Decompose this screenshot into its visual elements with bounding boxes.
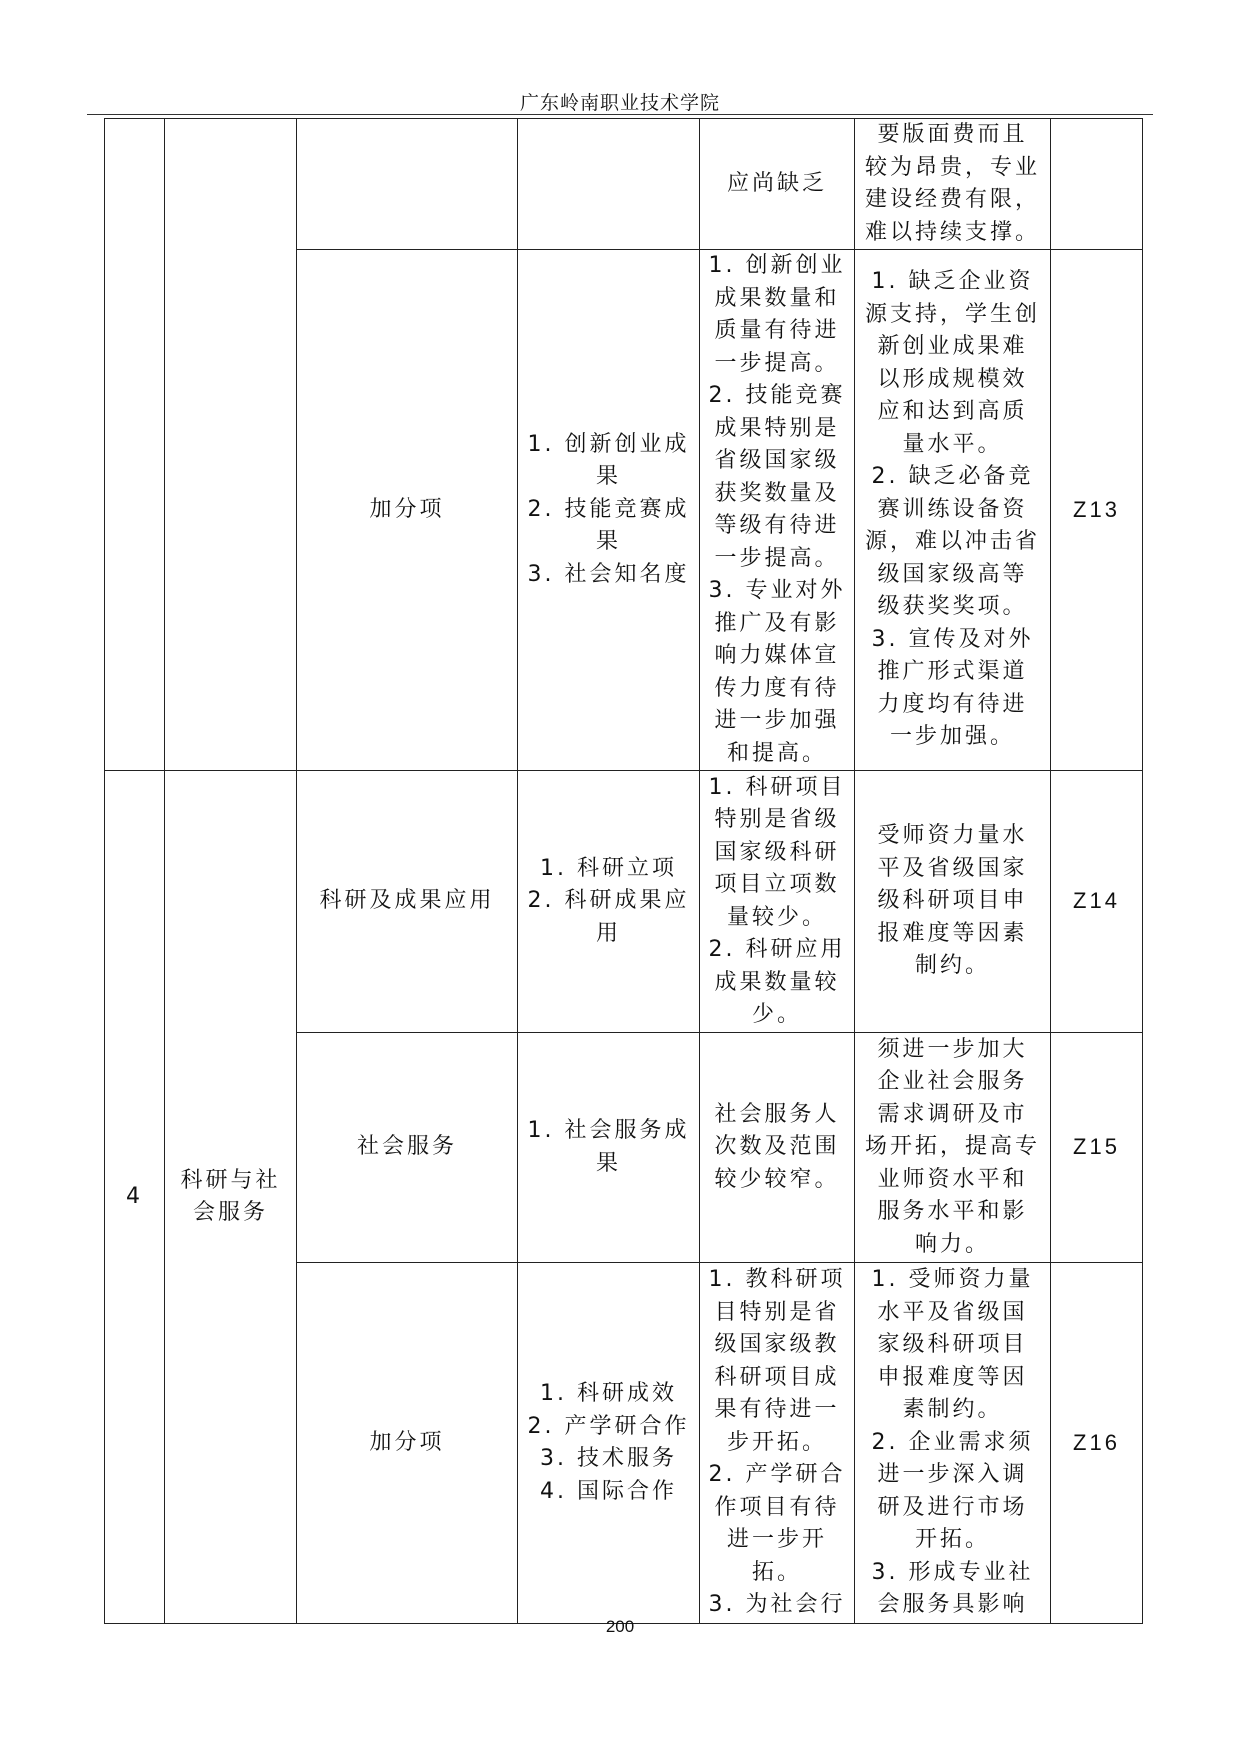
cell-text-line: 1. 创新创业 [708,253,846,278]
cell-text-line: 家级科研项目 [877,1332,1028,1358]
item-cell: 加分项 [297,250,518,771]
cell-text-line: 目特别是省 [714,1299,840,1325]
cell-text-line: 1. 科研项目 [708,774,846,800]
assessment-table [104,118,1143,1624]
cell-text-line: 步开拓。 [726,1429,827,1455]
cell-text-line: 国家级科研 [714,839,840,865]
level-cell [105,119,165,771]
cell-text-line: 次数及范围 [714,1134,840,1160]
cell-text-line: 响力。 [914,1231,990,1257]
cell-text-line: 项目立项数 [714,872,840,897]
cell-text-line: 1. 科研成效 [540,1381,677,1406]
cell-text-line: 级科研项目申 [877,888,1028,914]
points-cell [518,1033,700,1263]
problem-cell [700,1263,855,1624]
cell-text-line: 社会服务人 [714,1101,840,1127]
item-cell: 科研及成果应用 [297,771,518,1033]
cell-text-line: 要版面费而且 [877,122,1028,147]
cell-text-line: 用 [595,920,621,946]
cell-text-line: 3. 技术服务 [540,1446,677,1471]
cell-text-line: 平及省级国家 [877,855,1028,881]
cell-text-line: 少。 [751,1002,802,1027]
reason-cell [855,771,1051,1033]
cell-text-line: 1. 科研立项 [540,855,677,881]
code-cell: Z15 [1051,1033,1143,1263]
code-cell: Z13 [1051,250,1143,771]
cell-text-line: 2. 科研成果应 [527,888,690,914]
cell-text-line: 成果数量和 [714,285,840,311]
cell-text-line: 难以持续支撑。 [864,219,1040,245]
cell-text-line: 申报难度等因 [877,1364,1028,1390]
category-cell [165,119,297,771]
item-cell: 社会服务 [297,1033,518,1263]
level-cell: 4 [105,771,165,1624]
points-cell [518,1263,700,1624]
cell-text-line: 进一步开 [726,1527,827,1553]
cell-text-line: 质量有待进 [714,318,840,343]
cell-text-line: 等级有待进 [714,513,840,538]
cell-text-line: 量水平。 [902,431,1003,457]
item-cell [297,119,518,250]
cell-text-line: 制约。 [914,953,990,979]
cell-text-line: 省级国家级 [714,448,840,473]
cell-text-line: 1. 受师资力量 [871,1267,1034,1293]
cell-text-line: 以形成规模效 [877,366,1028,392]
table-row [105,771,1143,1033]
cell-text-line: 应和达到高质 [877,399,1028,425]
cell-text-line: 较少较窄。 [714,1166,840,1192]
problem-cell [700,771,855,1033]
cell-text-line: 进一步加强 [714,708,840,733]
cell-text-line: 量较少。 [726,904,827,930]
cell-text-line: 作项目有待 [714,1494,840,1520]
cell-text-line: 源，难以冲击省 [864,529,1040,555]
cell-text-line: 3. 为社会行 [708,1592,846,1618]
cell-text-line: 2. 科研应用 [708,937,846,962]
cell-text-line: 2. 企业需求须 [871,1429,1034,1455]
cell-text-line: 级国家级教 [714,1332,840,1358]
cell-text-line: 素制约。 [902,1397,1003,1423]
cell-text-line: 1. 缺乏企业资 [871,269,1034,295]
cell-text-line: 应尚缺乏 [726,170,827,196]
cell-text-line: 级国家级高等 [877,561,1028,587]
cell-text-line: 3. 专业对外 [708,578,846,603]
points-cell [518,119,700,250]
cell-text-line: 果 [595,1150,621,1176]
reason-cell [855,1033,1051,1263]
points-cell [518,250,700,771]
cell-text-line: 较为昂贵，专业 [864,154,1040,180]
cell-text-line: 会服务 [192,1200,268,1225]
cell-text-line: 服务水平和影 [877,1199,1028,1225]
cell-text-line: 场开拓，提高专 [864,1134,1040,1160]
cell-text-line: 受师资力量水 [877,823,1028,849]
cell-text-line: 企业社会服务 [877,1069,1028,1095]
cell-text-line: 3. 形成专业社 [871,1559,1034,1585]
cell-text-line: 2. 产学研合作 [527,1413,690,1439]
cell-text-line: 一步提高。 [714,545,840,571]
cell-text-line: 和提高。 [726,740,827,766]
problem-cell [700,1033,855,1263]
cell-text-line: 力度均有待进 [877,691,1028,717]
cell-text-line: 源支持，学生创 [864,301,1040,327]
cell-text-line: 一步加强。 [889,724,1015,750]
cell-text-line: 一步提高。 [714,350,840,376]
code-cell [1051,119,1143,250]
cell-text-line: 须进一步加大 [877,1036,1028,1062]
reason-cell [855,119,1051,250]
cell-text-line: 拓。 [751,1559,802,1585]
cell-text-line: 响力媒体宣 [714,643,840,668]
cell-text-line: 2. 产学研合 [708,1462,846,1488]
reason-cell [855,1263,1051,1624]
cell-text-line: 科研项目成 [714,1364,840,1390]
item-cell: 加分项 [297,1263,518,1624]
cell-text-line: 推广及有影 [714,610,840,636]
cell-text-line: 级获奖奖项。 [877,594,1028,620]
cell-text-line: 2. 技能竞赛 [708,383,846,408]
code-cell: Z16 [1051,1263,1143,1624]
page-number: 200 [605,1617,635,1636]
category-cell [165,771,297,1624]
cell-text-line: 赛训练设备资 [877,496,1028,522]
cell-text-line: 成果特别是 [714,415,840,441]
cell-text-line: 4. 国际合作 [540,1478,677,1504]
points-cell [518,771,700,1033]
cell-text-line: 果 [595,464,621,490]
cell-text-line: 开拓。 [914,1527,990,1553]
cell-text-line: 成果数量较 [714,969,840,995]
cell-text-line: 1. 教科研项 [708,1267,846,1293]
cell-text-line: 3. 宣传及对外 [871,626,1034,652]
cell-text-line: 报难度等因素 [877,920,1028,946]
cell-text-line: 3. 社会知名度 [527,561,690,587]
cell-text-line: 获奖数量及 [714,480,840,506]
cell-text-line: 建设经费有限， [864,187,1040,212]
problem-cell [700,250,855,771]
cell-text-line: 果有待进一 [714,1397,840,1423]
cell-text-line: 研及进行市场 [877,1494,1028,1520]
cell-text-line: 进一步深入调 [877,1462,1028,1488]
header-divider [87,114,1153,115]
cell-text-line: 2. 技能竞赛成 [527,496,690,522]
problem-cell [700,119,855,250]
cell-text-line: 推广形式渠道 [877,659,1028,685]
cell-text-line: 业师资水平和 [877,1166,1028,1192]
reason-cell [855,250,1051,771]
code-cell: Z14 [1051,771,1143,1033]
table-row [105,119,1143,250]
cell-text-line: 新创业成果难 [877,334,1028,360]
cell-text-line: 需求调研及市 [877,1101,1028,1127]
cell-text-line: 果 [595,529,621,555]
cell-text-line: 会服务具影响 [877,1592,1028,1618]
cell-text-line: 特别是省级 [714,807,840,832]
cell-text-line: 传力度有待 [714,675,840,701]
cell-text-line: 水平及省级国 [877,1299,1028,1325]
page-header-title: 广东岭南职业技术学院 [519,92,720,114]
cell-text-line: 1. 社会服务成 [527,1118,690,1143]
cell-text-line: 2. 缺乏必备竞 [871,464,1034,490]
cell-text-line: 1. 创新创业成 [527,431,690,457]
cell-text-line: 科研与社 [180,1167,281,1193]
